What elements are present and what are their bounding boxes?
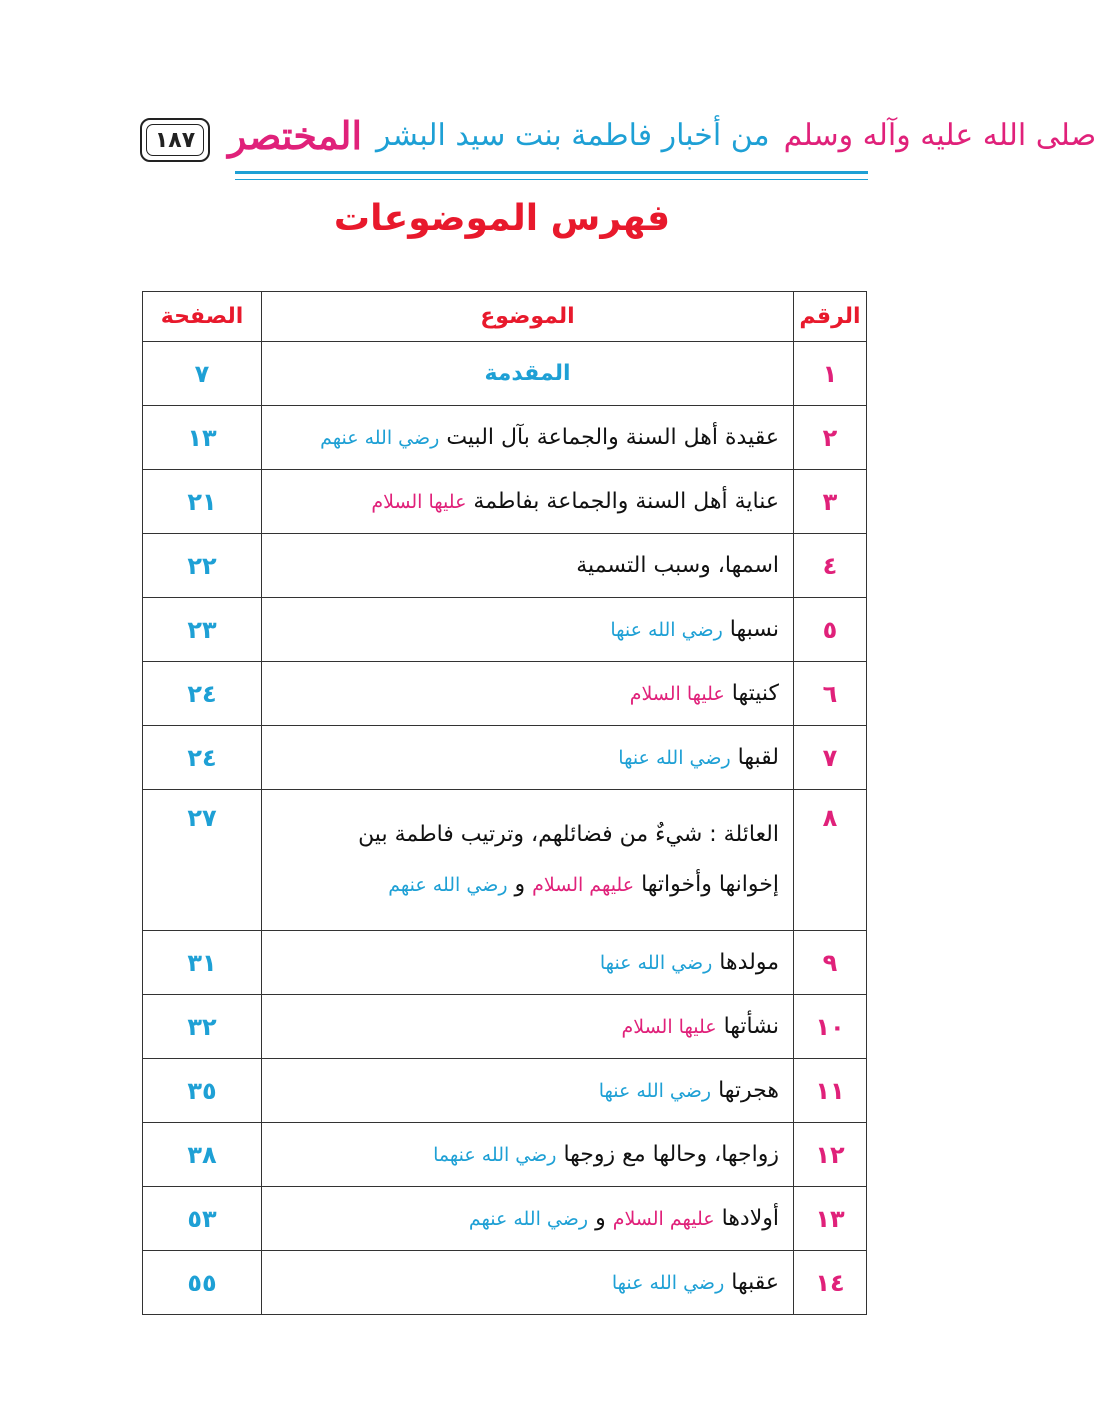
honorific: رضي الله عنها xyxy=(598,1080,712,1102)
row-number: ٩ xyxy=(794,931,867,995)
honorific: رضي الله عنهم xyxy=(388,874,508,896)
row-page[interactable]: ٣١ xyxy=(143,931,262,995)
row-number: ١ xyxy=(794,342,867,406)
table-row[interactable] xyxy=(143,931,867,995)
row-topic[interactable] xyxy=(262,470,794,534)
row-number: ١٤ xyxy=(794,1251,867,1315)
honorific: عليهم السلام xyxy=(532,874,635,896)
row-topic[interactable] xyxy=(262,534,794,598)
row-topic[interactable] xyxy=(262,995,794,1059)
honorific: رضي الله عنها xyxy=(618,747,731,769)
row-number: ٣ xyxy=(794,470,867,534)
row-page[interactable]: ٢١ xyxy=(143,470,262,534)
honorific: رضي الله عنها xyxy=(611,1272,725,1294)
row-number: ١١ xyxy=(794,1059,867,1123)
row-topic[interactable] xyxy=(262,1059,794,1123)
row-number: ٦ xyxy=(794,662,867,726)
topic-text: عناية أهل السنة والجماعة بفاطمة xyxy=(473,489,779,514)
row-topic[interactable] xyxy=(262,1187,794,1251)
table-header-row xyxy=(143,292,867,342)
topic-text-2: إخوانها وأخواتها xyxy=(641,872,779,897)
row-page[interactable]: ٣٥ xyxy=(143,1059,262,1123)
topic-text-line2 xyxy=(262,860,779,910)
topic-text: زواجها، وحالها مع زوجها xyxy=(563,1142,779,1167)
row-page[interactable]: ١٣ xyxy=(143,406,262,470)
table-row[interactable] xyxy=(143,470,867,534)
row-page[interactable]: ٢٤ xyxy=(143,726,262,790)
topic-text: العائلة : شيءٌ من فضائلهم، وترتيب فاطمة بين xyxy=(358,822,779,847)
row-page[interactable]: ٢٢ xyxy=(143,534,262,598)
page-number-box xyxy=(140,118,210,162)
topic-text: عقيدة أهل السنة والجماعة بآل البيت xyxy=(446,425,779,450)
row-number: ٢ xyxy=(794,406,867,470)
page-number: ١٨٧ xyxy=(146,124,204,156)
book-title-part2: من أخبار فاطمة بنت سيد البشر xyxy=(376,117,770,153)
row-number: ٨ xyxy=(794,790,867,931)
honorific: رضي الله عنها xyxy=(610,619,723,641)
row-page[interactable]: ٢٤ xyxy=(143,662,262,726)
conjunction: و xyxy=(514,872,526,897)
honorific: رضي الله عنهم xyxy=(468,1208,589,1230)
row-number: ٥ xyxy=(794,598,867,662)
book-title xyxy=(228,100,1096,170)
table-row[interactable] xyxy=(143,534,867,598)
row-topic[interactable] xyxy=(262,931,794,995)
page-title: فهرس الموضوعات xyxy=(333,198,671,239)
honorific: رضي الله عنهما xyxy=(433,1144,557,1166)
header-topic: الموضوع xyxy=(262,292,794,342)
topic-text: كنيتها xyxy=(731,681,779,706)
honorific: رضي الله عنها xyxy=(599,952,713,974)
row-number: ١٣ xyxy=(794,1187,867,1251)
row-page[interactable]: ٥٣ xyxy=(143,1187,262,1251)
table-row[interactable] xyxy=(143,1059,867,1123)
table-row[interactable] xyxy=(143,995,867,1059)
row-topic[interactable] xyxy=(262,406,794,470)
book-title-part3: صلى الله عليه وآله وسلم xyxy=(783,117,1096,153)
honorific: عليها السلام xyxy=(629,683,725,705)
row-page[interactable]: ٧ xyxy=(143,342,262,406)
row-topic[interactable] xyxy=(262,598,794,662)
topic-text: اسمها، وسبب التسمية xyxy=(576,553,779,578)
conjunction: و xyxy=(595,1206,606,1231)
topic-text: نسبها xyxy=(729,617,779,642)
row-page[interactable]: ٢٧ xyxy=(143,790,262,931)
book-title-part1: المختصر xyxy=(228,112,363,158)
row-topic[interactable] xyxy=(262,1123,794,1187)
row-topic[interactable] xyxy=(262,790,794,931)
honorific: عليها السلام xyxy=(371,491,467,513)
row-topic[interactable]: المقدمة xyxy=(262,342,794,406)
contents-table xyxy=(142,291,867,1315)
table-row[interactable] xyxy=(143,598,867,662)
topic-text: هجرتها xyxy=(718,1078,779,1103)
row-topic[interactable] xyxy=(262,1251,794,1315)
table-row[interactable] xyxy=(143,726,867,790)
topic-text: عقبها xyxy=(731,1270,779,1295)
row-topic[interactable] xyxy=(262,662,794,726)
row-page[interactable]: ٣٢ xyxy=(143,995,262,1059)
row-number: ١٢ xyxy=(794,1123,867,1187)
table-row[interactable] xyxy=(143,406,867,470)
row-page[interactable]: ٣٨ xyxy=(143,1123,262,1187)
header-page: الصفحة xyxy=(143,292,262,342)
topic-text: لقبها xyxy=(737,745,779,770)
header-divider xyxy=(235,171,868,174)
table-row[interactable] xyxy=(143,1123,867,1187)
row-number: ٧ xyxy=(794,726,867,790)
honorific: عليهم السلام xyxy=(612,1208,715,1230)
topic-text: أولادها xyxy=(721,1206,779,1231)
honorific: رضي الله عنهم xyxy=(320,427,440,449)
row-number: ٤ xyxy=(794,534,867,598)
table-row[interactable] xyxy=(143,1251,867,1315)
table-row[interactable] xyxy=(143,790,867,931)
row-page[interactable]: ٢٣ xyxy=(143,598,262,662)
table-row[interactable] xyxy=(143,662,867,726)
header-divider-thin xyxy=(235,179,868,180)
row-page[interactable]: ٥٥ xyxy=(143,1251,262,1315)
table-row[interactable] xyxy=(143,342,867,406)
honorific: عليها السلام xyxy=(621,1016,717,1038)
topic-text: نشأتها xyxy=(723,1014,779,1039)
row-topic[interactable] xyxy=(262,726,794,790)
table-row[interactable] xyxy=(143,1187,867,1251)
row-number: ١٠ xyxy=(794,995,867,1059)
page-header xyxy=(140,100,1096,174)
topic-text: مولدها xyxy=(719,950,779,975)
header-num: الرقم xyxy=(794,292,867,342)
